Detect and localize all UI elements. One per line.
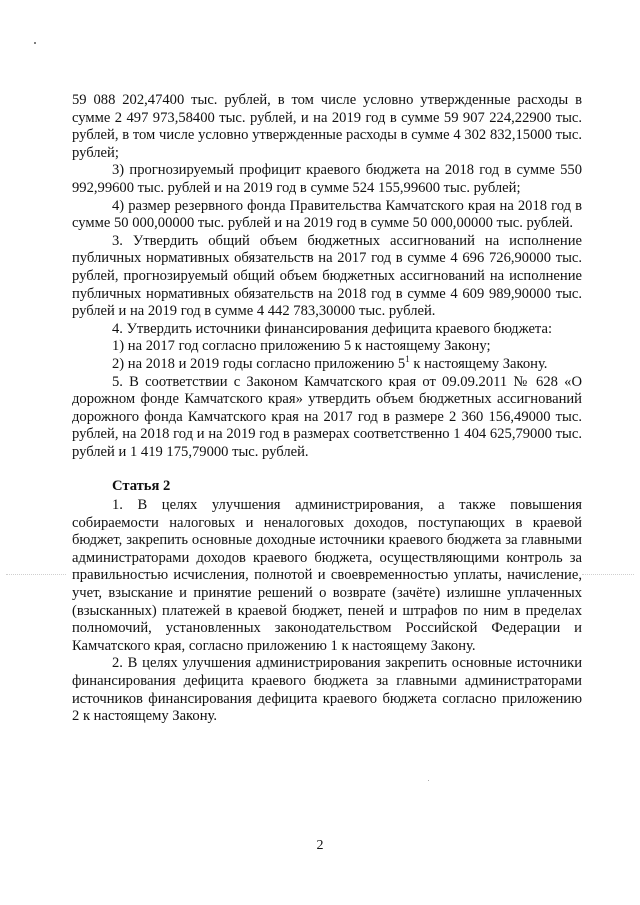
article-heading: Статья 2 — [112, 478, 171, 495]
article-paragraph-revenue: 1. В целях улучшения администрирования, а также повышения собираемости налоговых и неналоговых доходов, поступающих в краевой бюджет, закрепить основные доходные источники краевого бюджета за главными администраторами доходов краевого бюджета, осуществляющими контроль за правильностью исчисления, полнотой и своевременностью уплаты, начисление, учет, взыскание и принятие решений о возврате (зачёте) излишне уплаченных (взысканных) платежей в краевой бюджет, пеней и штрафов по ним в пределах полномочий, установленных законодательством Российской Федерации и Камчатского края, согласно приложению 1 к настоящему Закону. — [72, 497, 582, 654]
paragraph-deficit-2018-2019-tail: к настоящему Закону. — [409, 355, 548, 372]
paragraph-deficit-2018-2019-text: 2) на 2018 и 2019 годы согласно приложению 5 — [112, 355, 406, 372]
paragraph-continuation: 59 088 202,47400 тыс. рублей, в том числе условно утвержденные расходы в сумме 2 497 973,58400 тыс. рублей, и на 2019 год в сумме 59 907 224,22900 тыс. рублей, в том числе условно утвержденные расходы в сумме 4 302 832,15000 тыс. рублей; — [72, 92, 582, 161]
scan-speck — [34, 42, 36, 44]
paragraph-deficit-sources: 4. Утвердить источники финансирования дефицита краевого бюджета: — [112, 320, 553, 337]
article-paragraph-financing: 2. В целях улучшения администрирования закрепить основные источники финансирования дефицита краевого бюджета за главными администраторами источников финансирования дефицита краевого бюджета согласно приложению 2 к настоящему Закону. — [72, 655, 582, 725]
section-gap — [72, 461, 582, 478]
document-body — [72, 92, 582, 726]
paragraph-deficit-2018-2019 — [72, 356, 582, 374]
page-number: 2 — [316, 838, 324, 853]
paragraph-deficit-2017: 1) на 2017 год согласно приложению 5 к настоящему Закону; — [112, 338, 491, 355]
paragraph-surplus: 3) прогнозируемый профицит краевого бюджета на 2018 год в сумме 550 992,99600 тыс. рублей и на 2019 год в сумме 524 155,99600 тыс. рублей; — [72, 162, 582, 196]
scan-speck-lower — [428, 780, 429, 781]
paragraph-public-obligations: 3. Утвердить общий объем бюджетных ассигнований на исполнение публичных нормативных обязательств на 2017 год в сумме 4 696 726,90000 тыс. рублей, прогнозируемый общий объем бюджетных ассигнований на исполнение публичных нормативных обязательств на 2018 год в сумме 4 609 989,90000 тыс. рублей и на 2019 год в сумме 4 442 783,30000 тыс. рублей. — [72, 232, 582, 320]
paragraph-reserve-fund: 4) размер резервного фонда Правительства Камчатского края на 2018 год в сумме 50 000,00000 тыс. рублей и на 2019 год в сумме 50 000,00000 тыс. рублей. — [72, 197, 582, 232]
paragraph-road-fund: 5. В соответствии с Законом Камчатского края от 09.09.2011 № 628 «О дорожном фонде Камчатского края» утвердить объем бюджетных ассигнований дорожного фонда Камчатского края на 2017 год в размере 2 360 156,49000 тыс. рублей, на 2018 год и на 2019 год в размерах соответственно 1 404 625,79000 тыс. рублей и 1 419 175,79000 тыс. рублей. — [72, 373, 582, 460]
scan-artifact-right — [582, 574, 634, 576]
superscript-index: 1 — [405, 354, 410, 365]
scan-artifact-left — [6, 574, 66, 576]
